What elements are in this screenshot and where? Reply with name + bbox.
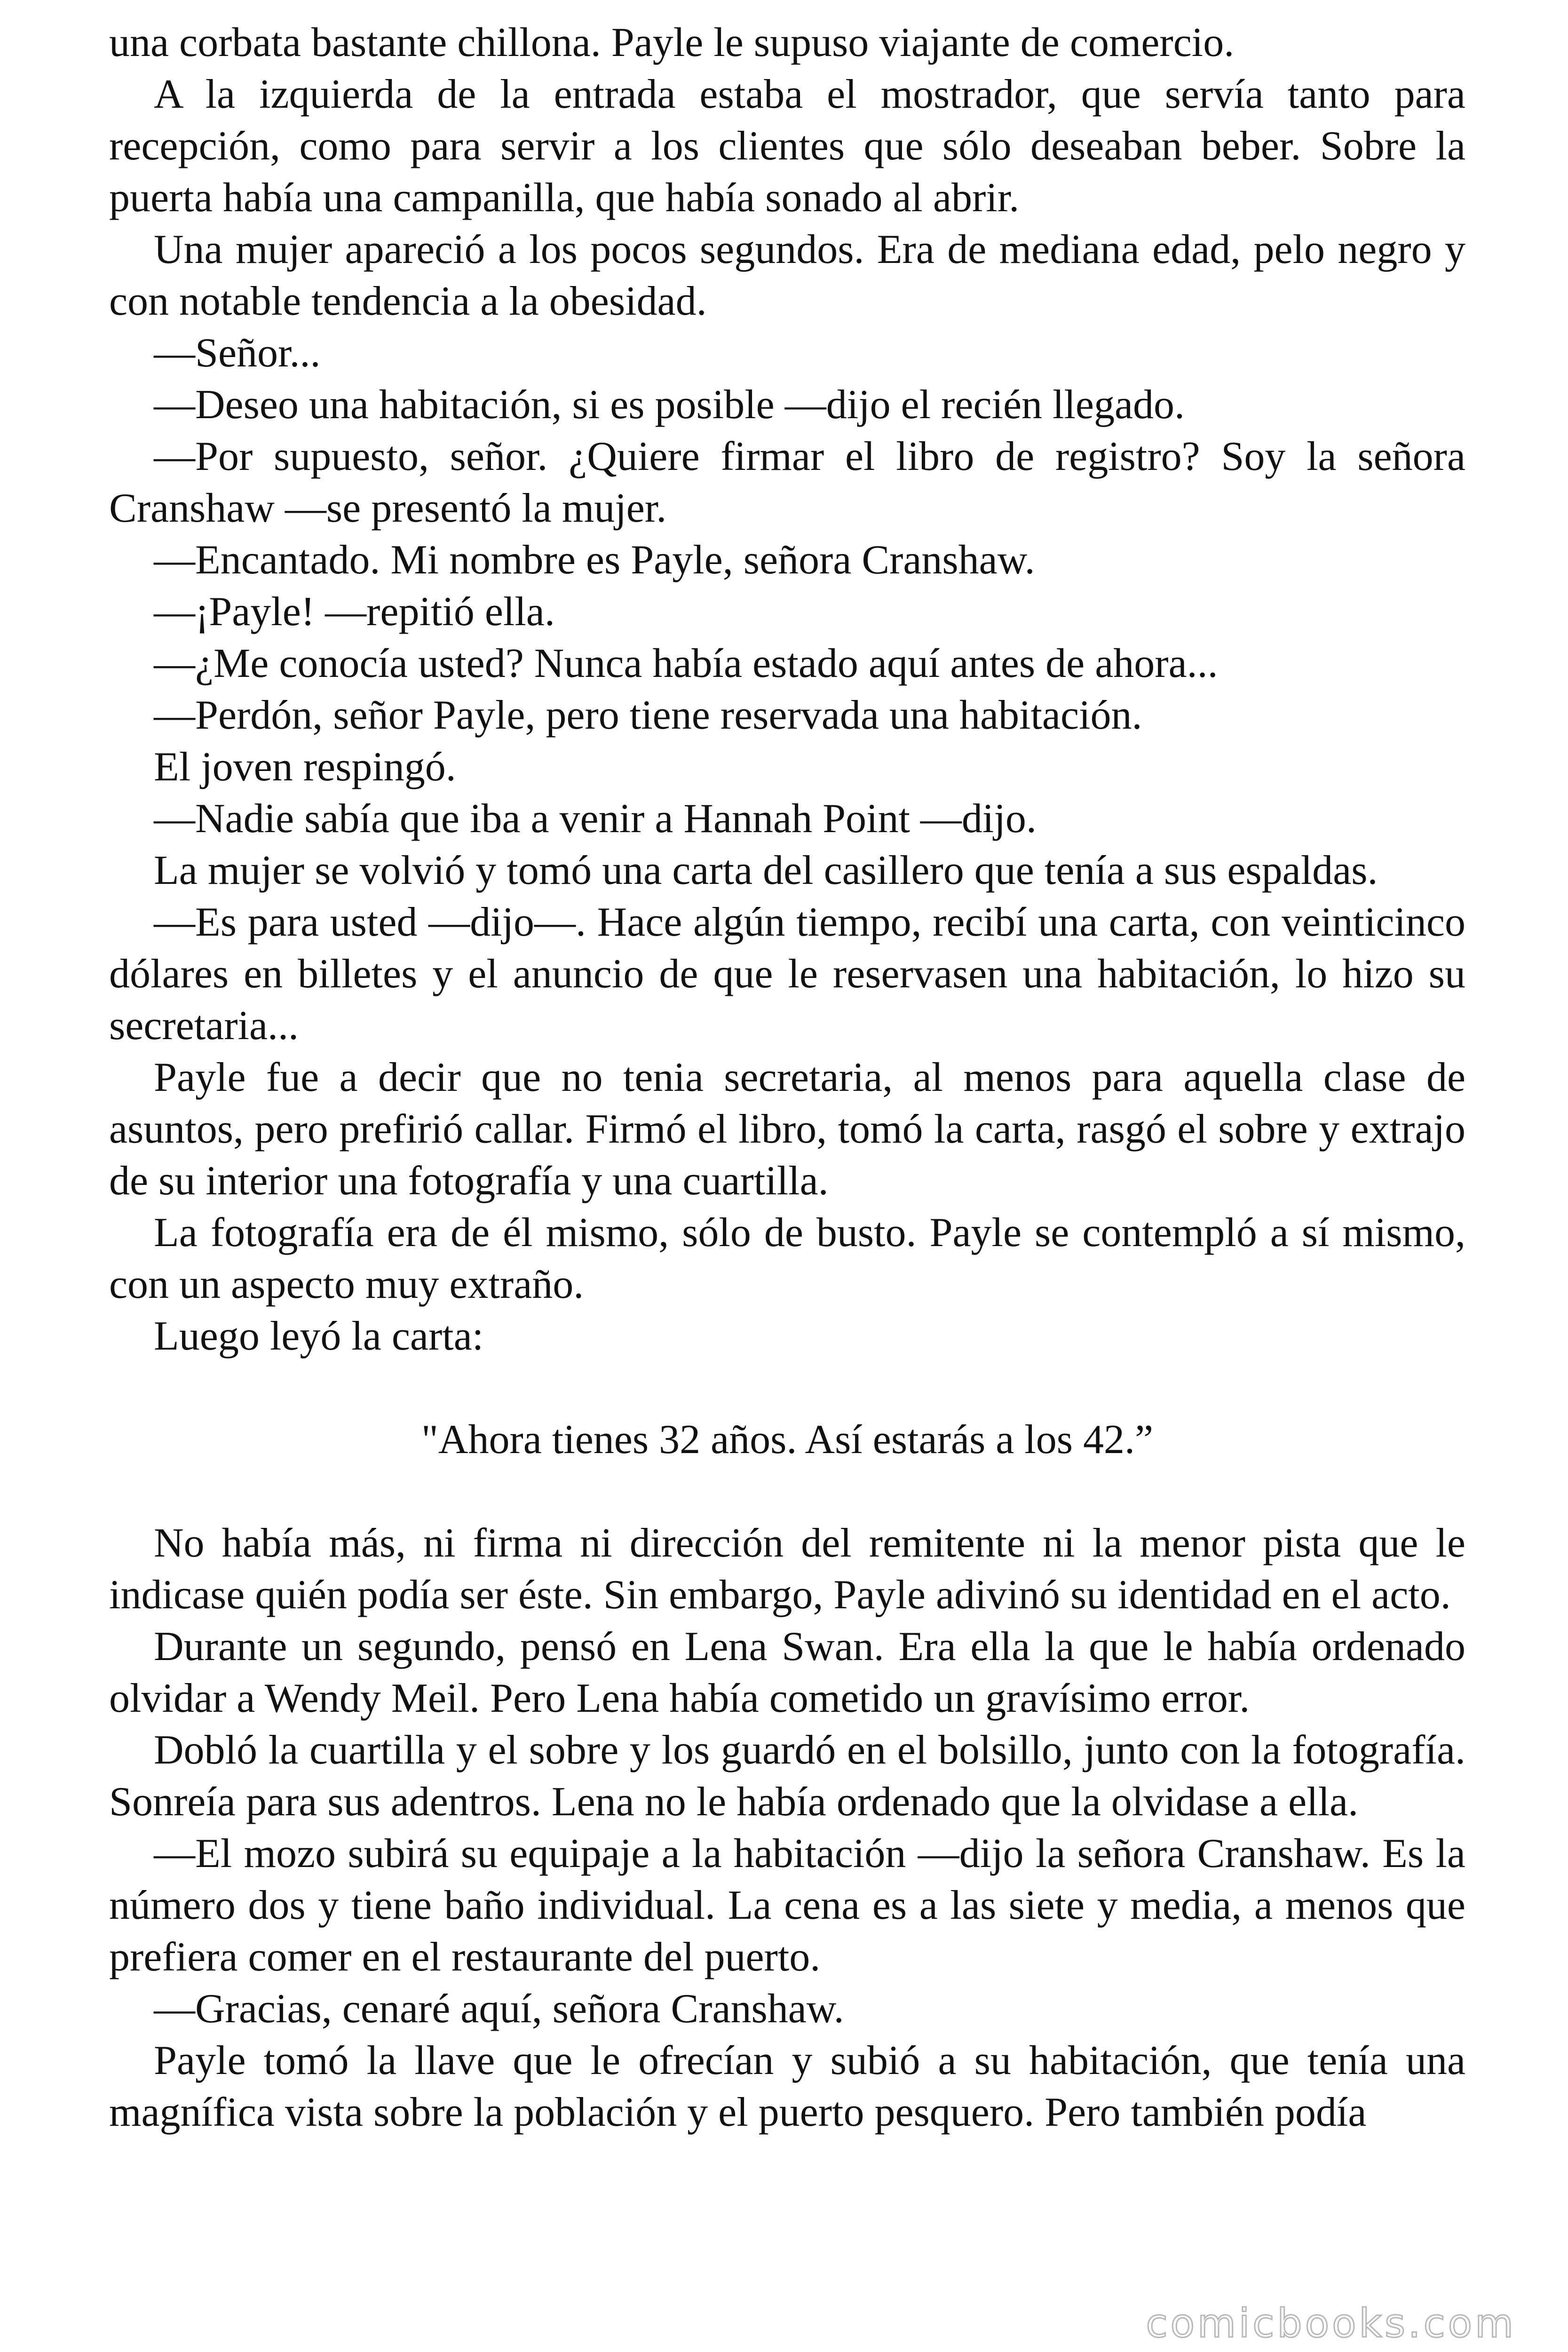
dialogue-line: —Gracias, cenaré aquí, señora Cranshaw. [154, 1986, 844, 2032]
paragraph: No había más, ni firma ni dirección del remitente ni la menor pista que le indicase quién podía ser éste. Sin embargo, Payle adivinó su identidad en el acto. [109, 1520, 1465, 1618]
paragraph: Dobló la cuartilla y el sobre y los guardó en el bolsillo, junto con la fotografía. Sonreía para sus adentros. Lena no le había ordenado que la olvidase a ella. [109, 1727, 1465, 1825]
paragraph: La mujer se volvió y tomó una carta del casillero que tenía a sus espaldas. [154, 848, 1378, 893]
paragraph: La fotografía era de él mismo, sólo de busto. Payle se contempló a sí mismo, con un aspecto muy extraño. [109, 1210, 1465, 1307]
letter-quote: "Ahora tienes 32 años. Así estarás a los 42.” [421, 1417, 1154, 1462]
paragraph: A la izquierda de la entrada estaba el mostrador, que servía tanto para recepción, como para servir a los clientes que sólo deseaban beber. Sobre la puerta había una campanilla, que había sonado al abrir. [109, 72, 1465, 221]
paragraph: Luego leyó la carta: [154, 1313, 484, 1359]
dialogue-line: —Es para usted —dijo—. Hace algún tiempo, recibí una carta, con veinticinco dólares en billetes y el anuncio de que le reservasen una habitación, lo hizo su secretaria... [109, 899, 1465, 1049]
paragraph: El joven respingó. [154, 744, 456, 790]
dialogue-line: —Por supuesto, señor. ¿Quiere firmar el libro de registro? Soy la señora Cranshaw —se presentó la mujer. [109, 434, 1465, 531]
dialogue-line: —Señor... [154, 330, 321, 376]
paragraph: Payle fue a decir que no tenia secretaria, al menos para aquella clase de asuntos, pero prefirió callar. Firmó el libro, tomó la carta, rasgó el sobre y extrajo de su interior una fotografía y una cuartilla. [109, 1055, 1465, 1204]
dialogue-line: —¡Payle! —repitió ella. [154, 589, 555, 635]
dialogue-line: —¿Me conocía usted? Nunca había estado aquí antes de ahora... [154, 641, 1218, 686]
paragraph: una corbata bastante chillona. Payle le supuso viajante de comercio. [109, 20, 1235, 65]
dialogue-line: —El mozo subirá su equipaje a la habitación —dijo la señora Cranshaw. Es la número dos y tiene baño individual. La cena es a las siete y media, a menos que prefiera comer en el restaurante del puerto. [109, 1831, 1465, 1980]
dialogue-line: —Encantado. Mi nombre es Payle, señora Cranshaw. [154, 537, 1035, 583]
dialogue-line: —Perdón, señor Payle, pero tiene reservada una habitación. [154, 692, 1142, 738]
book-page-text [109, 17, 1465, 2138]
paragraph: Una mujer apareció a los pocos segundos. Era de mediana edad, pelo negro y con notable tendencia a la obesidad. [109, 227, 1465, 324]
dialogue-line: —Deseo una habitación, si es posible —dijo el recién llegado. [154, 382, 1185, 428]
paragraph: Payle tomó la llave que le ofrecían y subió a su habitación, que tenía una magnífica vista sobre la población y el puerto pesquero. Pero también podía [109, 2038, 1465, 2135]
dialogue-line: —Nadie sabía que iba a venir a Hannah Point —dijo. [154, 796, 1037, 842]
paragraph: Durante un segundo, pensó en Lena Swan. Era ella la que le había ordenado olvidar a Wendy Meil. Pero Lena había cometido un gravísimo error. [109, 1624, 1465, 1721]
watermark: comicbooks.com [1146, 2300, 1516, 2346]
